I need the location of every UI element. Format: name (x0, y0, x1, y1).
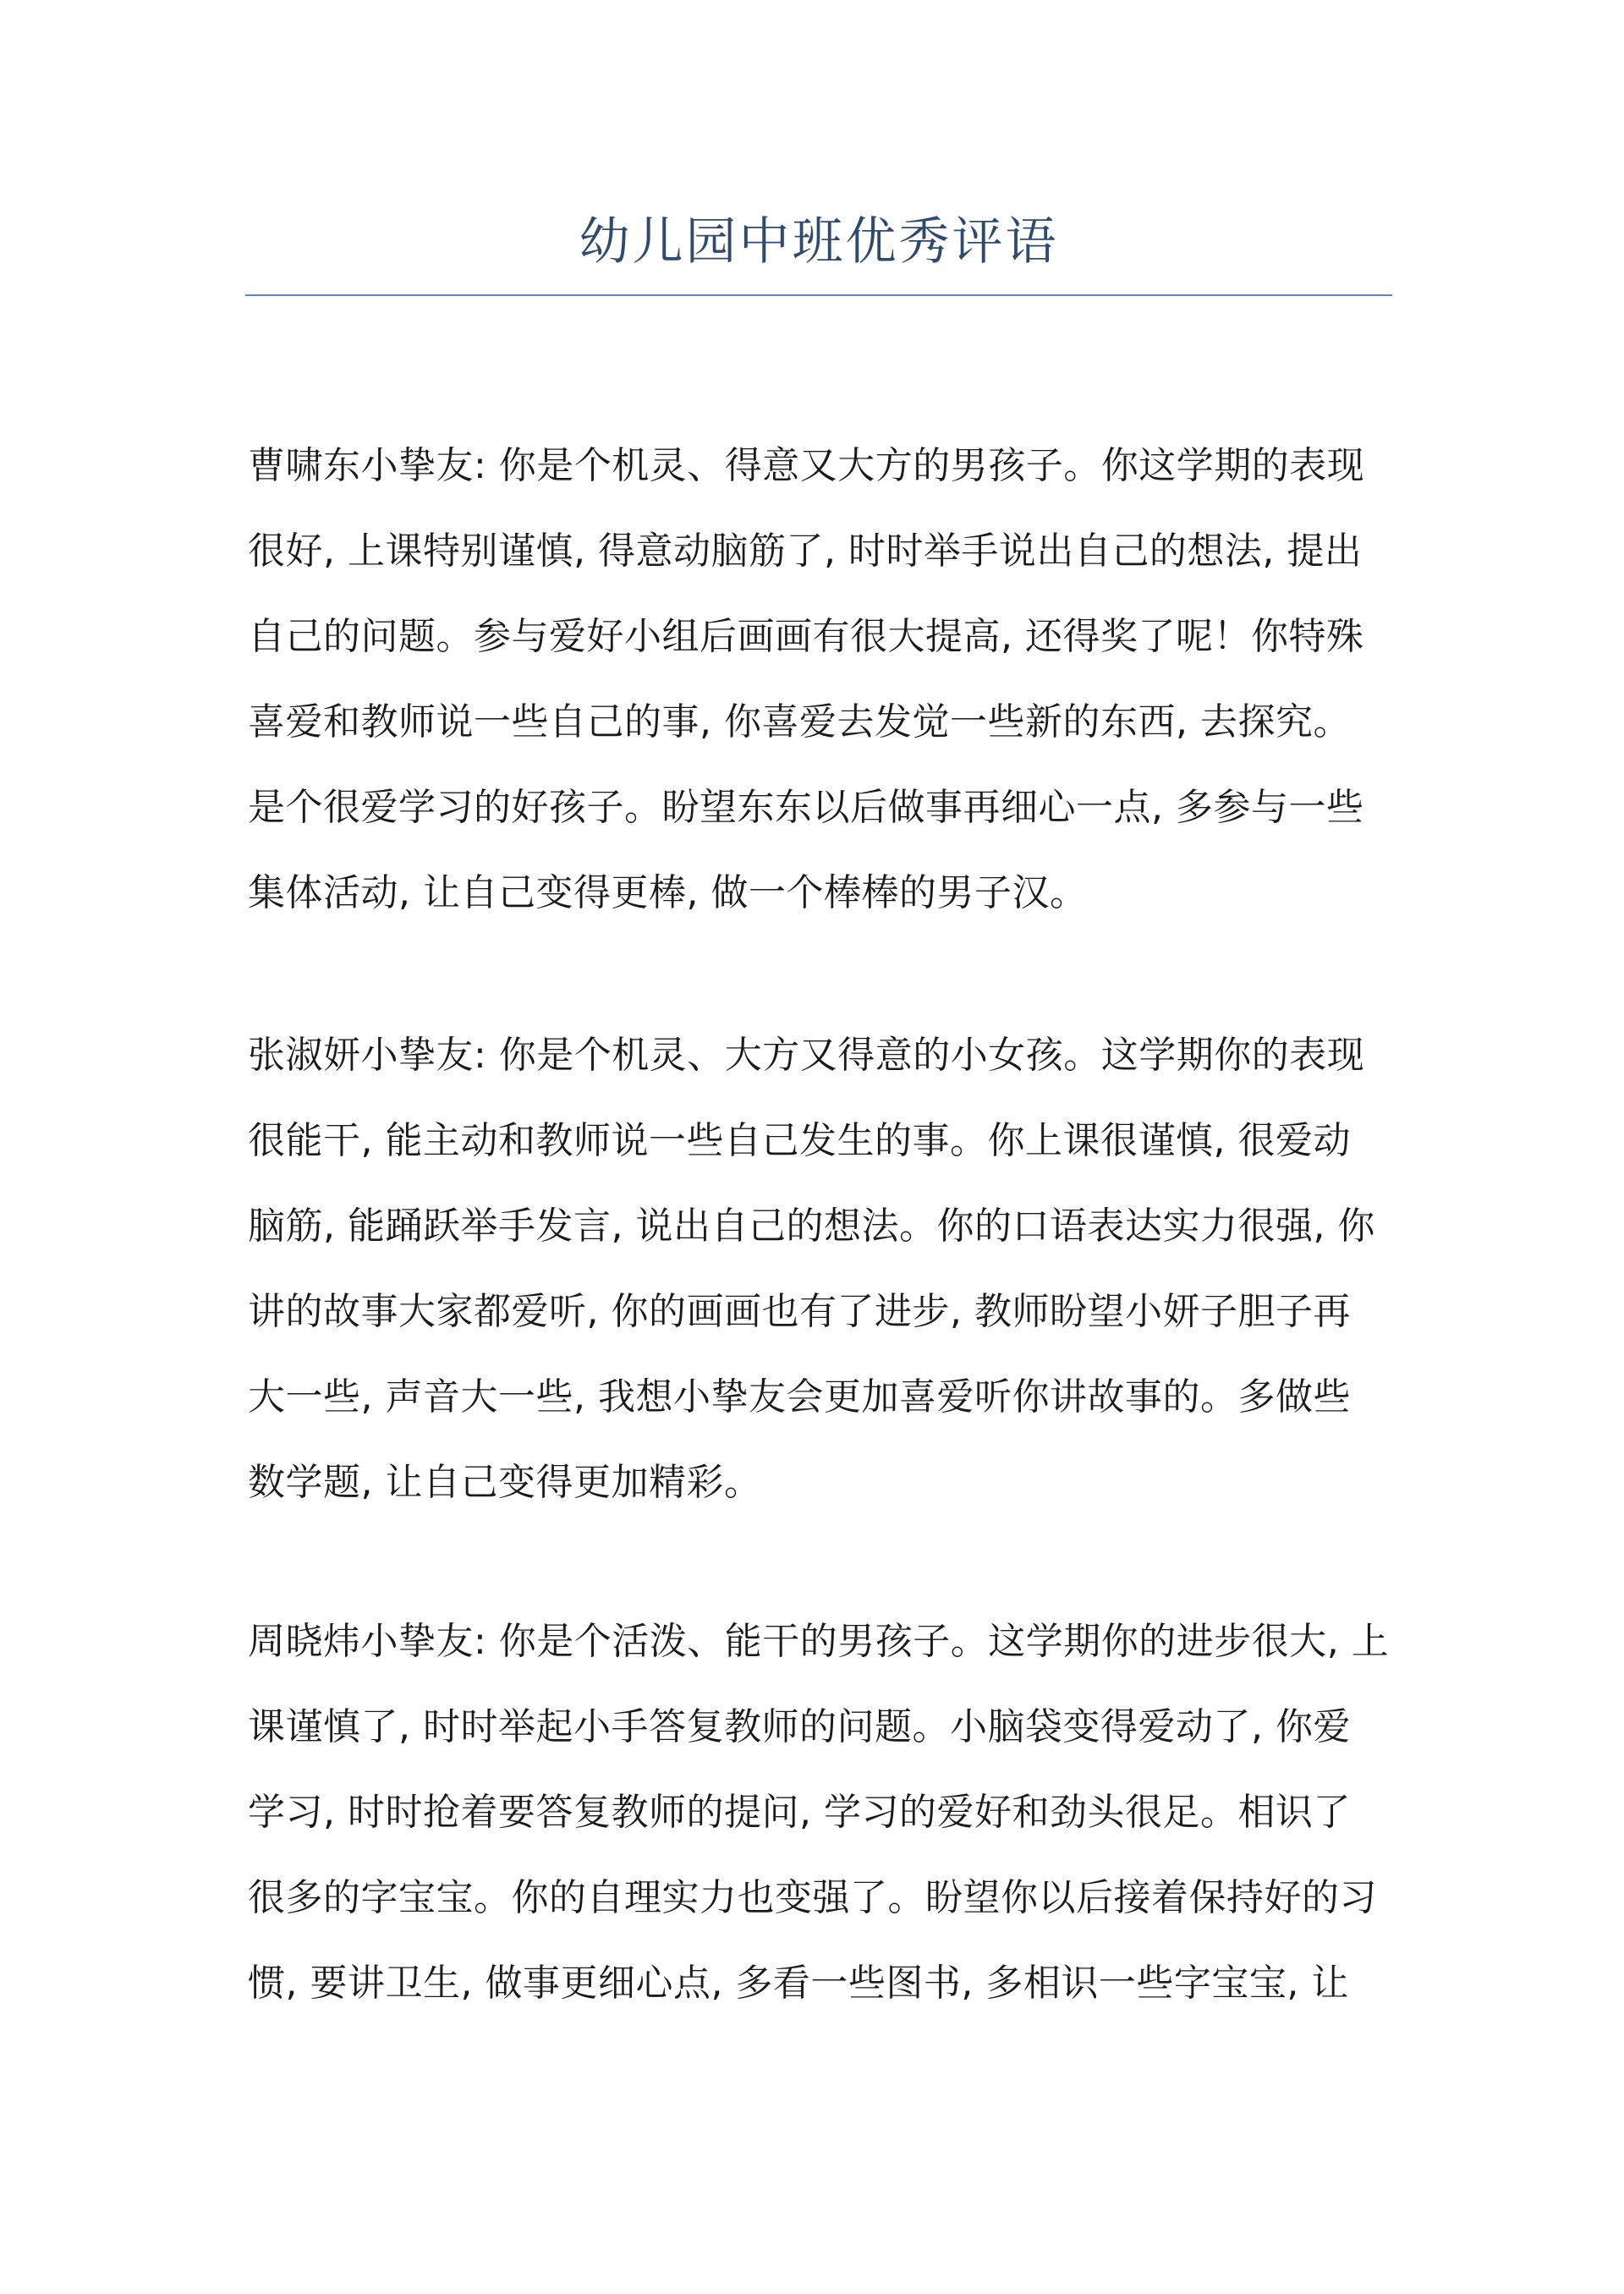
paragraph-line: 大一些, 声音大一些, 我想小挚友会更加喜爱听你讲故事的。多做些 (248, 1375, 1351, 1419)
paragraph-line: 喜爱和教师说一些自己的事, 你喜爱去发觉一些新的东西, 去探究。 (248, 700, 1351, 744)
paragraph-line: 张淑妍小挚友: 你是个机灵、大方又得意的小女孩。这学期你的表现 (248, 1034, 1365, 1077)
paragraph-line: 课谨慎了, 时时举起小手答复教师的问题。小脑袋变得爱动了, 你爱 (248, 1705, 1351, 1748)
paragraph-line: 数学题, 让自己变得更加精彩。 (248, 1461, 762, 1504)
paragraph-line: 周晓炜小挚友: 你是个活泼、能干的男孩子。这学期你的进步很大, 上 (248, 1620, 1390, 1663)
paragraph-line: 很好, 上课特别谨慎, 得意动脑筋了, 时时举手说出自己的想法, 提出 (248, 530, 1363, 573)
paragraph-line: 脑筋, 能踊跃举手发言, 说出自己的想法。你的口语表达实力很强, 你 (248, 1205, 1375, 1248)
paragraph-line: 集体活动, 让自己变得更棒, 做一个棒棒的男子汉。 (248, 871, 1088, 914)
paragraph-line: 很能干, 能主动和教师说一些自己发生的事。你上课很谨慎, 很爱动 (248, 1119, 1351, 1162)
paragraph-line: 学习, 时时抢着要答复教师的提问, 学习的爱好和劲头很足。相识了 (248, 1791, 1351, 1834)
paragraph-line: 自己的问题。参与爱好小组后画画有很大提高, 还得奖了呢！你特殊 (248, 615, 1364, 658)
paragraph-line: 很多的字宝宝。你的自理实力也变强了。盼望你以后接着保持好的习 (248, 1876, 1377, 1919)
title-underline (245, 294, 1392, 296)
paragraph-line: 讲的故事大家都爱听, 你的画画也有了进步, 教师盼望小妍子胆子再 (248, 1290, 1351, 1333)
document-title: 幼儿园中班优秀评语 (579, 212, 1059, 272)
comment-paragraph-2 (248, 1013, 1393, 1525)
paragraph-line: 是个很爱学习的好孩子。盼望东东以后做事再细心一点, 多参与一些 (248, 786, 1364, 829)
paragraph-line: 曹啸东小挚友: 你是个机灵、得意又大方的男孩子。你这学期的表现 (248, 444, 1365, 487)
paragraph-line: 惯, 要讲卫生, 做事更细心点, 多看一些图书, 多相识一些字宝宝, 让 (248, 1962, 1349, 2005)
comment-paragraph-3 (248, 1599, 1393, 2026)
comment-paragraph-1 (248, 423, 1393, 936)
